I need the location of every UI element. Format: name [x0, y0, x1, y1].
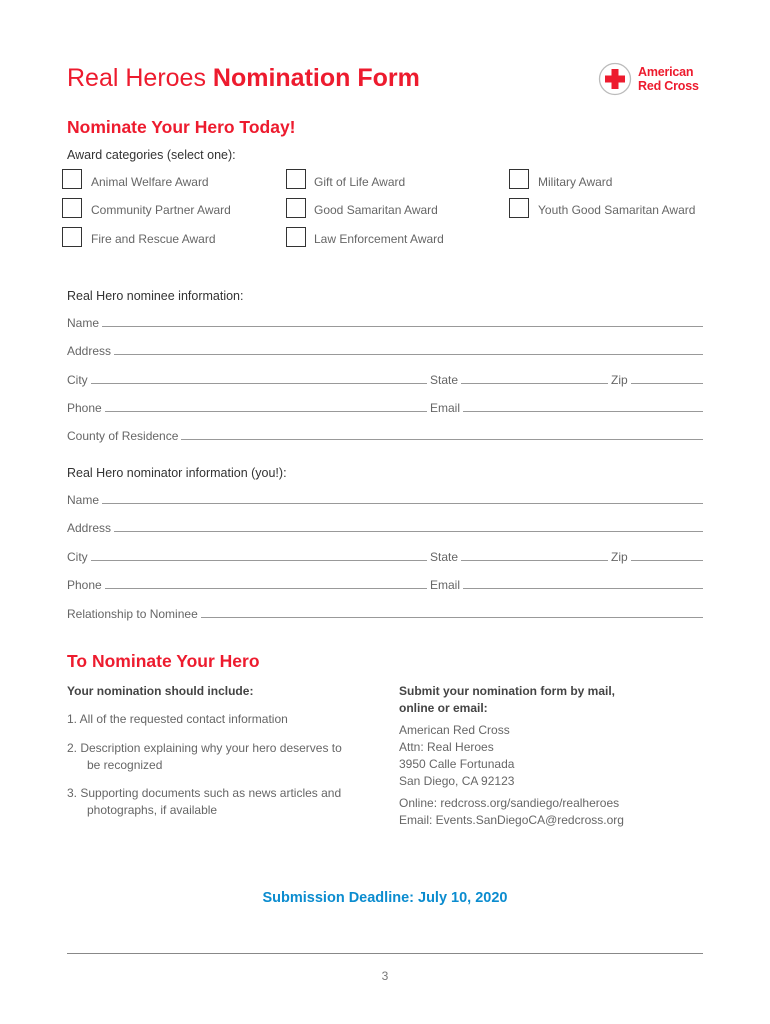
nominator-heading: Real Hero nominator information (you!):	[67, 466, 287, 480]
logo-line-1: American	[638, 65, 694, 79]
submit-heading-2: online or email:	[399, 701, 488, 715]
title-light: Real Heroes	[67, 64, 206, 92]
nominator-city-field[interactable]	[67, 548, 427, 564]
nominee-heading: Real Hero nominee information:	[67, 289, 244, 303]
nominee-city-field[interactable]	[67, 371, 427, 387]
submit-address-3: 3950 Calle Fortunada	[399, 757, 515, 771]
nominator-name-field[interactable]	[67, 491, 703, 507]
checkbox-animal-welfare[interactable]	[62, 169, 82, 189]
nominator-relationship-label: Relationship to Nominee	[67, 607, 198, 621]
nominee-email-field[interactable]	[430, 399, 703, 415]
checkbox-good-samaritan[interactable]	[286, 198, 306, 218]
nominator-zip-label: Zip	[611, 550, 628, 564]
title-bold: Nomination Form	[212, 64, 420, 92]
checkbox-gift-of-life[interactable]	[286, 169, 306, 189]
checkbox-community-partner[interactable]	[62, 198, 82, 218]
award-label-youth-good-samaritan: Youth Good Samaritan Award	[538, 203, 696, 217]
logo-line-2: Red Cross	[638, 79, 699, 93]
include-item-3: 3. Supporting documents such as news articles and	[67, 786, 342, 800]
award-label-community-partner: Community Partner Award	[91, 203, 231, 217]
award-categories-label: Award categories (select one):	[67, 148, 236, 162]
nominator-state-field[interactable]	[430, 548, 608, 564]
nominator-phone-label: Phone	[67, 578, 102, 592]
nominee-name-field[interactable]	[67, 314, 703, 330]
include-item-3-cont: photographs, if available	[87, 803, 218, 817]
submit-address-4: San Diego, CA 92123	[399, 774, 515, 788]
include-heading: Your nomination should include:	[67, 684, 254, 698]
red-cross-icon	[598, 62, 632, 96]
nominator-name-label: Name	[67, 493, 100, 507]
include-item-2: 2. Description explaining why your hero deserves to	[67, 741, 342, 755]
submit-online: Online: redcross.org/sandiego/realheroes	[399, 796, 620, 810]
nominator-state-label: State	[430, 550, 459, 564]
award-label-animal-welfare: Animal Welfare Award	[91, 175, 209, 189]
include-item-2-cont: be recognized	[87, 758, 163, 772]
checkbox-military[interactable]	[509, 169, 529, 189]
submission-deadline: Submission Deadline: July 10, 2020	[262, 890, 508, 906]
submit-address-1: American Red Cross	[399, 723, 510, 737]
checkbox-law-enforcement[interactable]	[286, 227, 306, 247]
nominee-phone-label: Phone	[67, 401, 102, 415]
submit-heading-1: Submit your nomination form by mail,	[399, 684, 616, 698]
nominate-heading: Nominate Your Hero Today!	[67, 117, 296, 137]
award-label-good-samaritan: Good Samaritan Award	[314, 203, 438, 217]
submit-address-2: Attn: Real Heroes	[399, 740, 494, 754]
nominator-phone-field[interactable]	[67, 576, 427, 592]
submit-email: Email: Events.SanDiegoCA@redcross.org	[399, 813, 624, 827]
nominee-email-label: Email	[430, 401, 461, 415]
nominator-address-label: Address	[67, 521, 112, 535]
nominator-address-field[interactable]	[67, 519, 703, 535]
to-nominate-heading: To Nominate Your Hero	[67, 651, 260, 671]
nominator-city-label: City	[67, 550, 88, 564]
nominator-email-field[interactable]	[430, 576, 703, 592]
nominee-county-label: County of Residence	[67, 429, 179, 443]
award-label-military: Military Award	[538, 175, 613, 189]
award-label-law-enforcement: Law Enforcement Award	[314, 232, 444, 246]
nominee-state-label: State	[430, 373, 459, 387]
nominee-name-label: Name	[67, 316, 100, 330]
red-cross-logo	[598, 62, 708, 98]
nominator-zip-field[interactable]	[611, 548, 703, 564]
award-label-fire-rescue: Fire and Rescue Award	[91, 232, 216, 246]
page-number: 3	[381, 969, 389, 983]
include-item-1: 1. All of the requested contact information	[67, 712, 288, 726]
nominee-city-label: City	[67, 373, 88, 387]
page-title	[67, 64, 420, 93]
nominee-county-field[interactable]	[67, 427, 703, 443]
checkbox-youth-good-samaritan[interactable]	[509, 198, 529, 218]
nominee-phone-field[interactable]	[67, 399, 427, 415]
checkbox-fire-rescue[interactable]	[62, 227, 82, 247]
nominee-state-field[interactable]	[430, 371, 608, 387]
nominator-email-label: Email	[430, 578, 461, 592]
nominee-zip-field[interactable]	[611, 371, 703, 387]
nominee-zip-label: Zip	[611, 373, 628, 387]
award-label-gift-of-life: Gift of Life Award	[314, 175, 406, 189]
footer-divider	[67, 953, 703, 954]
nominee-address-field[interactable]	[67, 342, 703, 358]
nominator-relationship-field[interactable]	[67, 605, 703, 621]
nominee-address-label: Address	[67, 344, 112, 358]
